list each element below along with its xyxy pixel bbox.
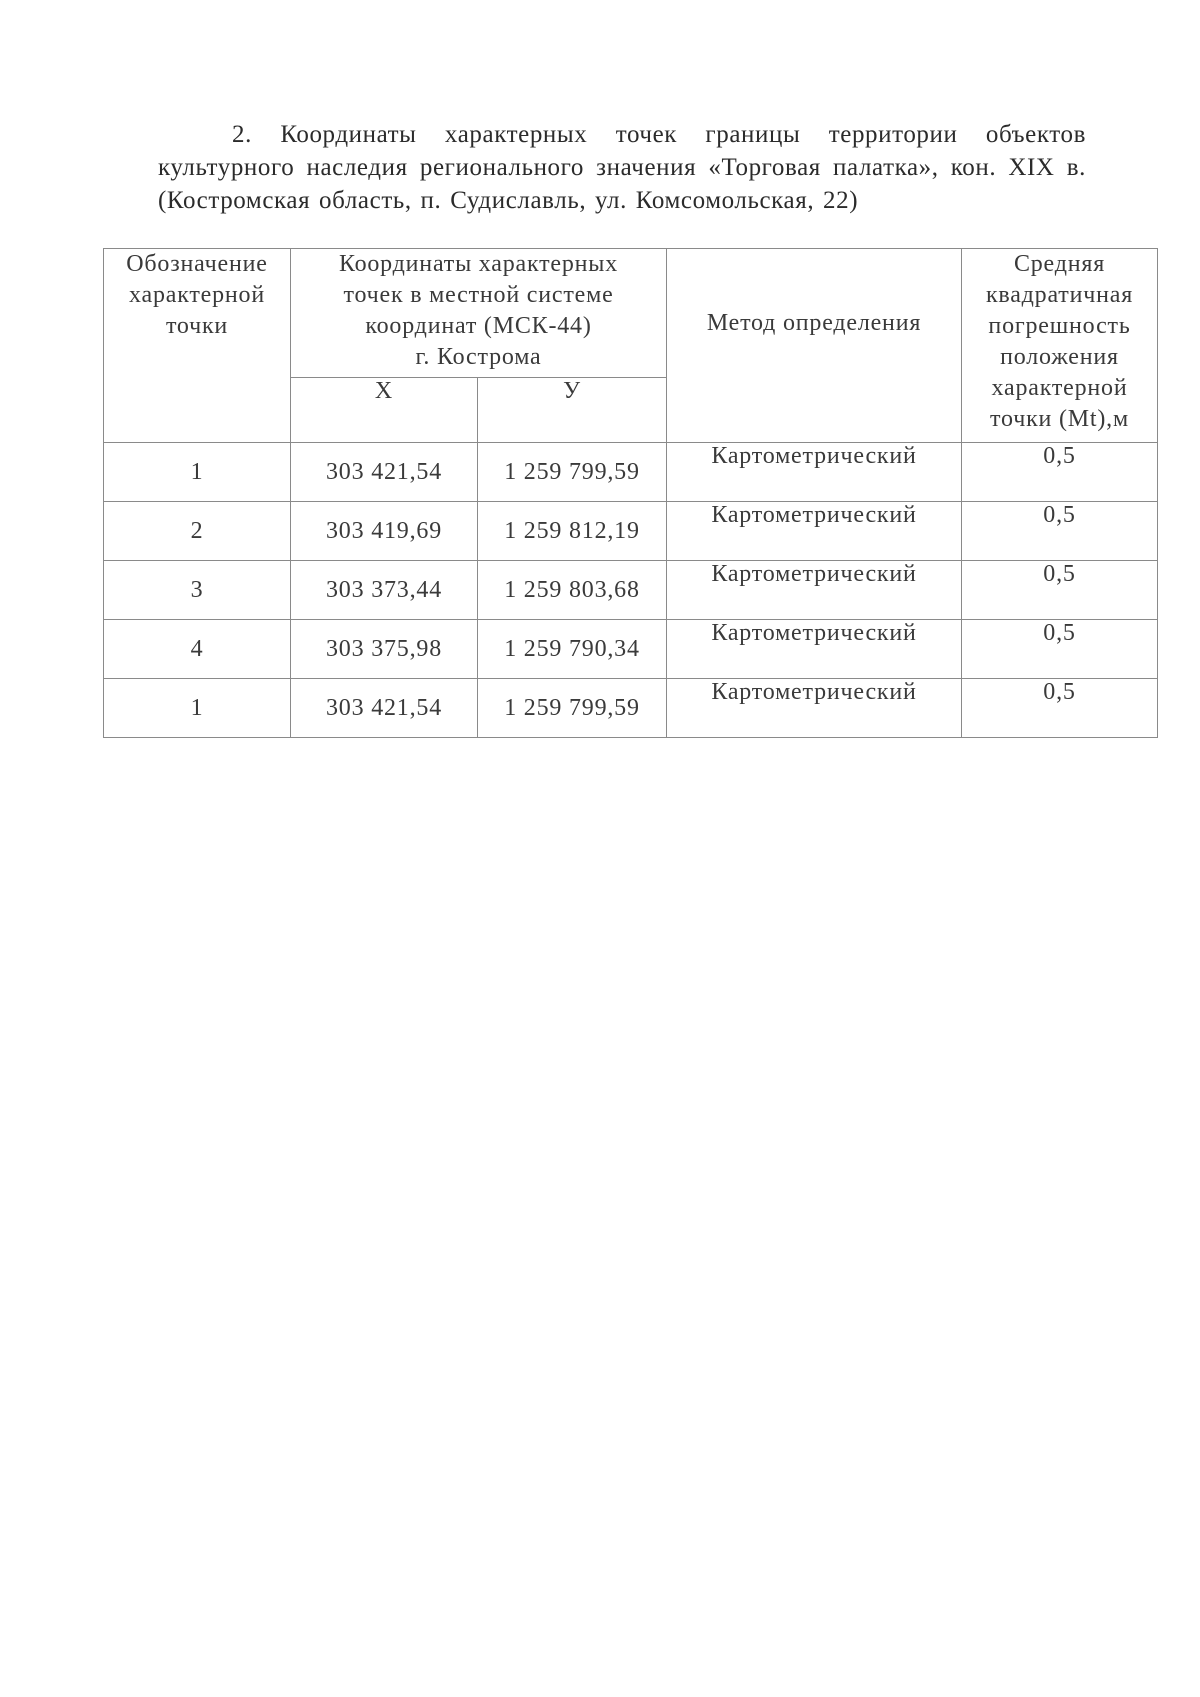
cell-y: 1 259 812,19 [478,502,667,561]
header-coordinates: Координаты характерных точек в местной системе координат (МСК-44) г. Кострома [291,249,667,378]
cell-y: 1 259 799,59 [478,443,667,502]
cell-error: 0,5 [962,502,1158,561]
table-row [104,679,1158,738]
cell-point: 1 [104,443,291,502]
cell-y: 1 259 799,59 [478,679,667,738]
cell-x: 303 419,69 [291,502,478,561]
table-body [104,443,1158,738]
cell-x: 303 373,44 [291,561,478,620]
table-row [104,502,1158,561]
cell-point: 4 [104,620,291,679]
cell-method: Картометрический [667,679,962,738]
cell-y: 1 259 790,34 [478,620,667,679]
header-row-main [104,249,1158,378]
cell-method: Картометрический [667,620,962,679]
table-row [104,620,1158,679]
cell-method: Картометрический [667,443,962,502]
section-heading-text: 2. Координаты характерных точек границы территории объектов культурного наследия регионального значения «Торговая палатка», кон. XIX в. (Костромская область, п. Судиславль, ул. Комсомольская, 22) [158,121,1086,214]
cell-error: 0,5 [962,561,1158,620]
cell-method: Картометрический [667,561,962,620]
header-mean-square-error: Средняя квадратичная погрешность положения характерной точки (Mt),м [962,249,1158,443]
cell-point: 1 [104,679,291,738]
cell-x: 303 421,54 [291,679,478,738]
cell-x: 303 375,98 [291,620,478,679]
cell-point: 3 [104,561,291,620]
cell-x: 303 421,54 [291,443,478,502]
cell-error: 0,5 [962,620,1158,679]
cell-point: 2 [104,502,291,561]
coordinates-table [103,248,1158,738]
header-method: Метод определения [667,249,962,443]
cell-method: Картометрический [667,502,962,561]
table-row [104,443,1158,502]
header-x: X [291,378,478,443]
header-y: У [478,378,667,443]
cell-error: 0,5 [962,679,1158,738]
header-point-designation: Обозначение характерной точки [104,249,291,443]
cell-y: 1 259 803,68 [478,561,667,620]
table-header [104,249,1158,443]
section-heading [158,118,1086,217]
cell-error: 0,5 [962,443,1158,502]
table-row [104,561,1158,620]
